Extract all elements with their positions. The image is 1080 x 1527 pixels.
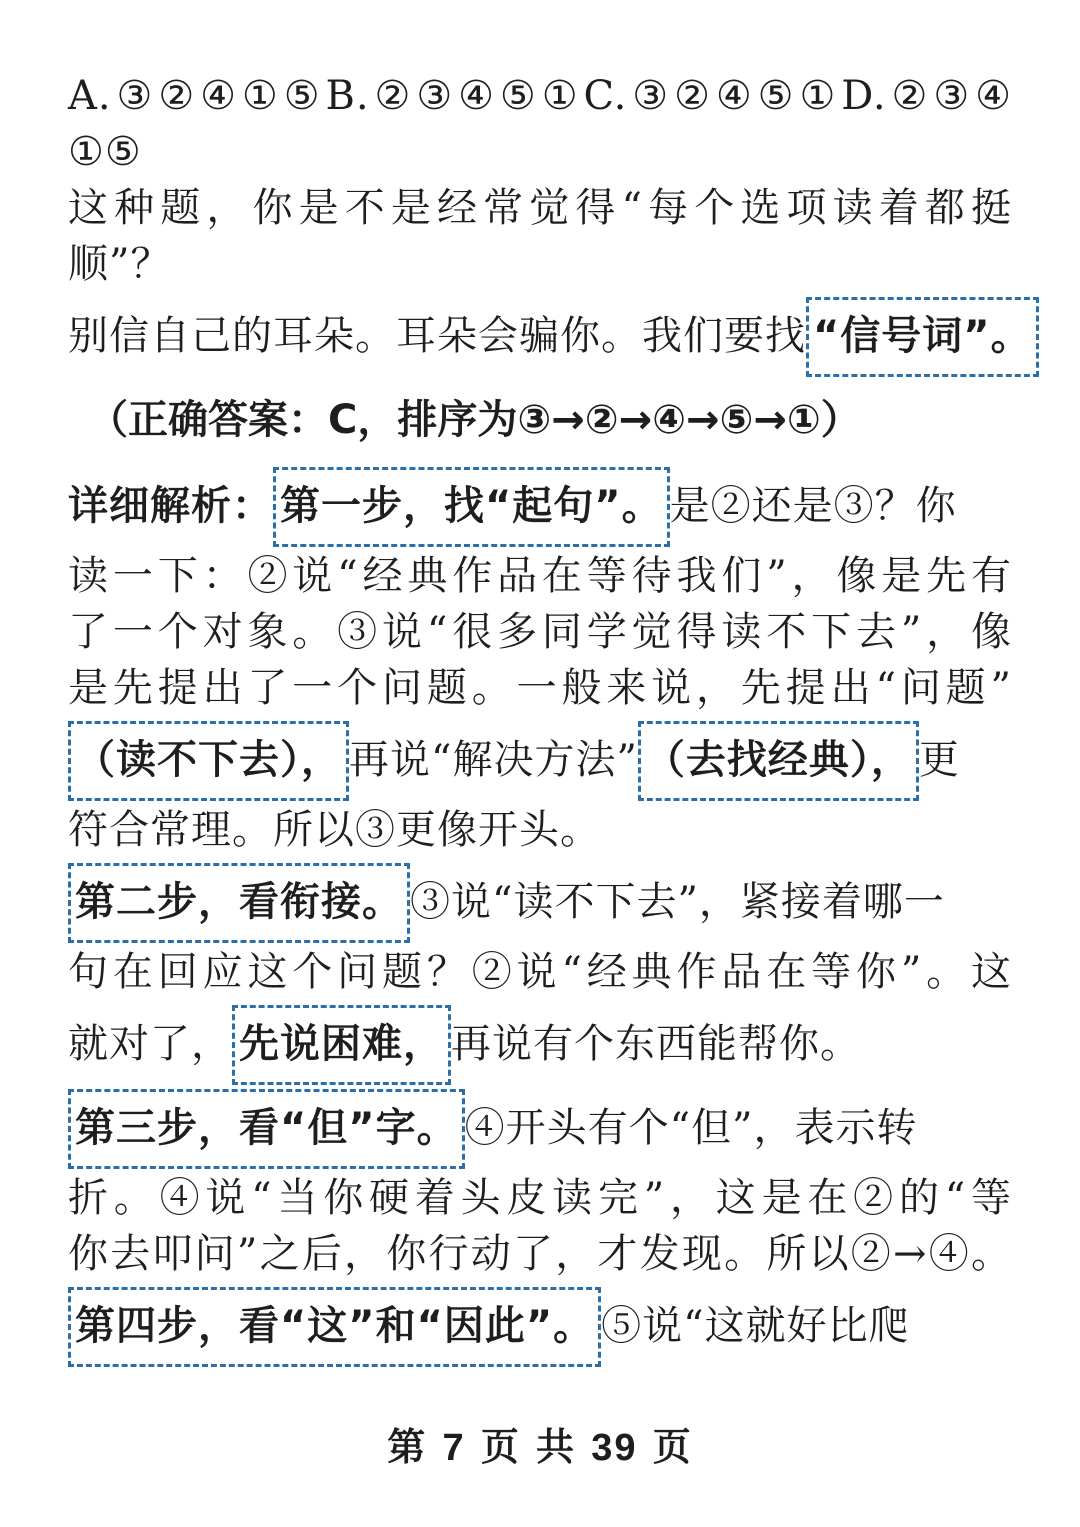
ear-text: 别信自己的耳朵。耳朵会骗你。我们要找 <box>68 313 806 359</box>
page-footer <box>0 1420 1080 1475</box>
step3-line-3 <box>68 1226 1012 1282</box>
footer-suffix: 页 <box>652 1425 693 1469</box>
step1-line-1 <box>68 478 1012 536</box>
step1-text-f: 更 <box>918 737 960 783</box>
question-text-2: 顺”？ <box>68 241 172 287</box>
step4-line-1 <box>68 1298 1012 1356</box>
step2-title-box: 第二步，看衔接。 <box>68 863 410 943</box>
ear-line <box>68 308 1032 366</box>
step4-title-box: 第四步，看“这”和“因此”。 <box>68 1287 601 1367</box>
step3-text-a: ④开头有个“但”，表示转 <box>464 1105 918 1151</box>
step2-text-b: 句在回应这个问题？②说“经典作品在等你”。这 <box>68 949 1012 995</box>
step2-line-1 <box>68 874 1012 932</box>
step1-text-d: 是先提出了一个问题。一般来说，先提出“问题” <box>68 665 1012 711</box>
signal-word-box: “信号词”。 <box>806 297 1039 377</box>
read-not-down-box: （读不下去）， <box>68 721 349 801</box>
step2-text-c: 就对了， <box>68 1021 232 1067</box>
step2-line-3 <box>68 1016 1012 1074</box>
footer-page-number: 7 <box>442 1427 466 1469</box>
step2-line-2 <box>68 944 1012 1000</box>
step1-line-4 <box>68 660 1012 716</box>
analysis-label: 详细解析： <box>68 483 273 529</box>
question-line <box>68 180 1012 236</box>
step2-text-a: ③说“读不下去”，紧接着哪一 <box>410 879 945 925</box>
step1-text-b: 读一下：②说“经典作品在等待我们”，像是先有 <box>68 553 1012 599</box>
step1-text-g: 符合常理。所以③更像开头。 <box>68 807 601 853</box>
options-text-2: ①⑤ <box>68 129 142 175</box>
step3-title-box: 第三步，看“但”字。 <box>68 1089 465 1169</box>
step1-text-c: 了一个对象。③说“很多同学觉得读不下去”，像 <box>68 609 1012 655</box>
question-text: 这种题，你是不是经常觉得“每个选项读着都挺 <box>68 185 1012 231</box>
correct-answer: （正确答案：C，排序为③→②→④→⑤→①） <box>88 397 861 443</box>
step3-line-1 <box>68 1100 1012 1158</box>
step1-line-2 <box>68 548 1012 604</box>
options-line <box>68 68 1012 124</box>
step1-line-5 <box>68 732 1012 790</box>
step1-line-6 <box>68 802 1012 858</box>
options-text: A.③②④①⑤B.②③④⑤①C.③②④⑤①D.②③④ <box>68 73 1012 119</box>
step3-text-b: 折。④说“当你硬着头皮读完”，这是在②的“等 <box>68 1175 1012 1221</box>
step1-text-e: 再说“解决方法” <box>349 737 638 783</box>
footer-middle: 页 共 <box>480 1425 577 1469</box>
step3-text-c: 你去叩问”之后，你行动了，才发现。所以②→④。 <box>68 1231 1012 1277</box>
difficulty-first-box: 先说困难， <box>232 1005 451 1085</box>
step1-text-a: 是②还是③？你 <box>669 483 957 529</box>
step3-line-2 <box>68 1170 1012 1226</box>
step1-title-box: 第一步，找“起句”。 <box>273 467 670 547</box>
footer-total-pages: 39 <box>591 1427 638 1469</box>
step1-line-3 <box>68 604 1012 660</box>
step2-text-d: 再说有个东西能帮你。 <box>451 1021 861 1067</box>
step4-text-a: ⑤说“这就好比爬 <box>601 1303 910 1349</box>
question-line-2 <box>68 236 1012 292</box>
options-line-2 <box>68 124 1012 180</box>
find-classic-box: （去找经典）， <box>638 721 919 801</box>
footer-prefix: 第 <box>387 1425 428 1469</box>
